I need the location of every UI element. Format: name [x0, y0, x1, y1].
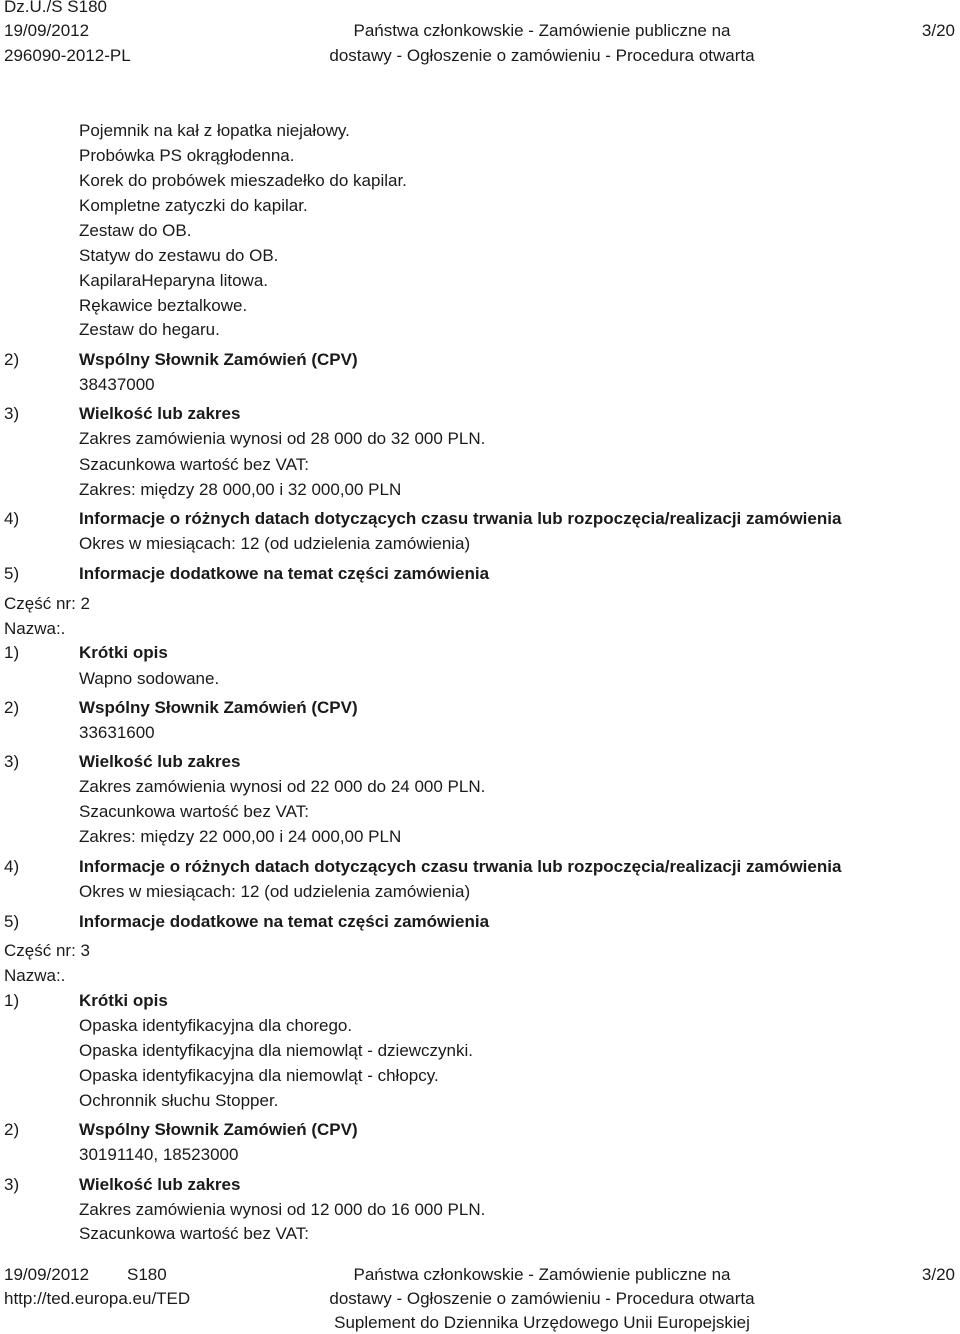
- footer-title-line3: Suplement do Dziennika Urzędowego Unii Europejskiej: [334, 1313, 750, 1332]
- vat-label: Szacunkowa wartość bez VAT:: [79, 455, 309, 474]
- section-number: 5): [4, 564, 20, 583]
- list-item: KapilaraHeparyna litowa.: [79, 271, 268, 290]
- section-number: 5): [4, 912, 20, 931]
- list-item: Kompletne zatyczki do kapilar.: [79, 196, 308, 215]
- section-heading-cpv: Wspólny Słownik Zamówień (CPV): [79, 350, 358, 369]
- notice-id: 296090-2012-PL: [4, 46, 131, 65]
- part-name: Nazwa:.: [4, 966, 66, 985]
- list-item: Zestaw do OB.: [79, 221, 192, 240]
- section-number: 4): [4, 857, 20, 876]
- list-item: Ochronnik słuchu Stopper.: [79, 1091, 279, 1110]
- section-heading-additional: Informacje dodatkowe na temat części zamówienia: [79, 912, 490, 931]
- section-heading-size: Wielkość lub zakres: [79, 752, 241, 771]
- section-heading-dates: Informacje o różnych datach dotyczących czasu trwania lub rozpoczęcia/realizacji zamówienia: [79, 509, 842, 528]
- cpv-code: 33631600: [79, 723, 155, 742]
- list-item: Statyw do zestawu do OB.: [79, 246, 279, 265]
- footer-title-line1: Państwa członkowskie - Zamówienie publiczne na: [353, 1265, 731, 1284]
- footer-date: 19/09/2012: [4, 1265, 90, 1284]
- list-item: Korek do probówek mieszadełko do kapilar.: [79, 171, 407, 190]
- cpv-code: 38437000: [79, 375, 155, 394]
- header-page-number: 3/20: [921, 21, 955, 40]
- list-item: Rękawice beztalkowe.: [79, 296, 248, 315]
- footer-page-number: 3/20: [921, 1265, 955, 1284]
- vat-range: Zakres: między 28 000,00 i 32 000,00 PLN: [79, 480, 402, 499]
- section-number: 1): [4, 991, 20, 1010]
- journal-ref: Dz.U./S S180: [4, 0, 107, 16]
- vat-range: Zakres: między 22 000,00 i 24 000,00 PLN: [79, 827, 402, 846]
- list-item: Zestaw do hegaru.: [79, 320, 220, 339]
- description-text: Wapno sodowane.: [79, 669, 220, 688]
- part-name: Nazwa:.: [4, 619, 66, 638]
- part-number: Część nr: 2: [4, 594, 90, 613]
- cpv-code: 30191140, 18523000: [79, 1145, 239, 1164]
- section-number: 3): [4, 404, 20, 423]
- section-heading-cpv: Wspólny Słownik Zamówień (CPV): [79, 698, 358, 717]
- section-number: 3): [4, 752, 20, 771]
- section-number: 2): [4, 698, 20, 717]
- section-heading-size: Wielkość lub zakres: [79, 404, 241, 423]
- section-heading-description: Krótki opis: [79, 643, 168, 662]
- header-date: 19/09/2012: [4, 21, 90, 40]
- section-number: 1): [4, 643, 20, 662]
- footer-series: S180: [127, 1265, 167, 1284]
- section-number: 2): [4, 350, 20, 369]
- header-title-line2: dostawy - Ogłoszenie o zamówieniu - Procedura otwarta: [329, 46, 755, 65]
- vat-label: Szacunkowa wartość bez VAT:: [79, 802, 309, 821]
- footer-title-line2: dostawy - Ogłoszenie o zamówieniu - Procedura otwarta: [329, 1289, 755, 1308]
- size-text: Zakres zamówienia wynosi od 12 000 do 16 000 PLN.: [79, 1200, 486, 1219]
- list-item: Opaska identyfikacyjna dla niemowląt - chłopcy.: [79, 1066, 439, 1085]
- section-heading-additional: Informacje dodatkowe na temat części zamówienia: [79, 564, 490, 583]
- size-text: Zakres zamówienia wynosi od 28 000 do 32 000 PLN.: [79, 429, 486, 448]
- section-heading-cpv: Wspólny Słownik Zamówień (CPV): [79, 1120, 358, 1139]
- list-item: Opaska identyfikacyjna dla chorego.: [79, 1016, 353, 1035]
- dates-text: Okres w miesiącach: 12 (od udzielenia zamówienia): [79, 882, 471, 901]
- section-number: 4): [4, 509, 20, 528]
- section-number: 2): [4, 1120, 20, 1139]
- footer-url[interactable]: http://ted.europa.eu/TED: [4, 1289, 191, 1308]
- vat-label: Szacunkowa wartość bez VAT:: [79, 1224, 309, 1243]
- section-heading-dates: Informacje o różnych datach dotyczących czasu trwania lub rozpoczęcia/realizacji zamówienia: [79, 857, 842, 876]
- section-number: 3): [4, 1175, 20, 1194]
- header-title-line1: Państwa członkowskie - Zamówienie publiczne na: [353, 21, 731, 40]
- list-item: Probówka PS okrągłodenna.: [79, 146, 295, 165]
- list-item: Opaska identyfikacyjna dla niemowląt - dziewczynki.: [79, 1041, 474, 1060]
- size-text: Zakres zamówienia wynosi od 22 000 do 24 000 PLN.: [79, 777, 486, 796]
- part-number: Część nr: 3: [4, 941, 90, 960]
- dates-text: Okres w miesiącach: 12 (od udzielenia zamówienia): [79, 534, 471, 553]
- section-heading-description: Krótki opis: [79, 991, 168, 1010]
- section-heading-size: Wielkość lub zakres: [79, 1175, 241, 1194]
- list-item: Pojemnik na kał z łopatka niejałowy.: [79, 121, 350, 140]
